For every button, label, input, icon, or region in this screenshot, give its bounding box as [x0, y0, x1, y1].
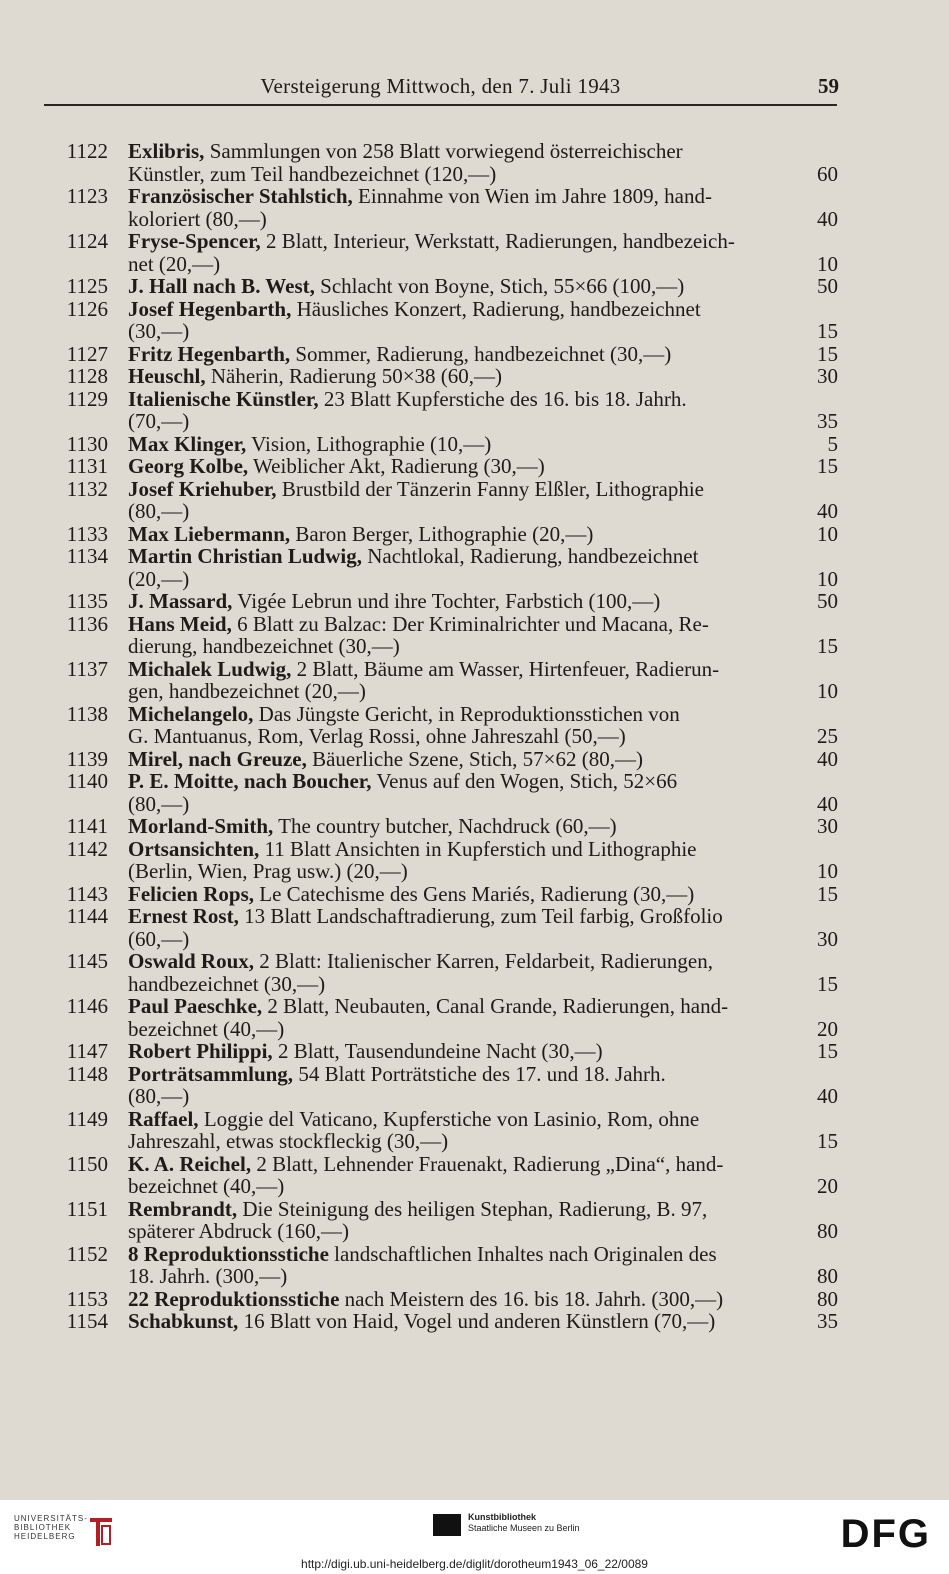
lot-number: 1142	[66, 836, 108, 861]
lot-line	[128, 185, 838, 208]
lot-entry	[30, 748, 838, 771]
lot-text: gen, handbezeichnet (20,—)	[128, 679, 366, 703]
lot-description	[128, 995, 838, 1040]
lot-artist-name: Mirel, nach Greuze,	[128, 746, 307, 771]
lot-text: Paul Paeschke, 2 Blatt, Neubauten, Canal Grande, Radierungen, hand-	[128, 994, 729, 1018]
lot-line	[128, 545, 838, 568]
lot-estimate: 10	[817, 521, 838, 546]
lot-description	[128, 388, 838, 433]
lot-number: 1131	[66, 454, 108, 478]
lot-artist-name: Porträtsammlung,	[128, 1061, 294, 1086]
lot-line	[128, 1063, 838, 1086]
kunstbibliothek-logo-icon[interactable]	[433, 1514, 461, 1536]
lot-estimate: 30	[817, 926, 838, 951]
lot-line	[128, 770, 838, 793]
lot-text: Josef Kriehuber, Brustbild der Tänzerin Fanny Elßler, Lithographie	[128, 476, 704, 501]
lot-estimate: 15	[817, 454, 838, 478]
lot-description	[128, 275, 838, 298]
lot-number: 1122	[66, 139, 108, 163]
lot-text: handbezeichnet (30,—)	[128, 971, 326, 996]
lot-line	[128, 478, 838, 501]
lot-artist-name: Fritz Hegenbarth,	[128, 341, 291, 366]
lot-number: 1153	[66, 1286, 108, 1311]
university-emblem-icon	[88, 1514, 114, 1548]
lot-description	[128, 545, 838, 590]
lot-artist-name: K. A. Reichel,	[128, 1151, 252, 1176]
lot-entry	[30, 995, 838, 1040]
lot-estimate: 35	[817, 1309, 838, 1333]
lot-estimate: 10	[817, 859, 838, 883]
lot-estimate: 40	[817, 1084, 838, 1108]
lot-line	[128, 410, 838, 433]
lot-text: dierung, handbezeichnet (30,—)	[128, 634, 400, 658]
footer-bar	[0, 1500, 949, 1574]
lot-artist-name: Raffael,	[128, 1106, 199, 1131]
lot-text: 22 Reproduktionsstiche nach Meistern des 16. bis 18. Jahrh. (300,—)	[128, 1286, 724, 1311]
lot-line	[128, 838, 838, 861]
header-title: Versteigerung Mittwoch, den 7. Juli 1943	[260, 74, 621, 98]
lot-description	[128, 523, 838, 546]
lot-number: 1144	[66, 904, 108, 928]
lot-entry	[30, 298, 838, 343]
lot-estimate: 50	[817, 274, 838, 298]
lot-number: 1139	[66, 746, 108, 771]
lot-description	[128, 1108, 838, 1153]
lot-description	[128, 185, 838, 230]
lot-entry	[30, 230, 838, 275]
lot-text: Französischer Stahlstich, Einnahme von Wien im Jahre 1809, hand-	[128, 184, 712, 208]
lot-number: 1128	[66, 364, 108, 388]
lot-entry	[30, 365, 838, 388]
lot-text: Exlibris, Sammlungen von 258 Blatt vorwiegend österreichischer	[128, 139, 683, 163]
dfg-logo[interactable]: DFG	[840, 1512, 931, 1556]
lot-line	[128, 568, 838, 591]
lot-line	[128, 1198, 838, 1221]
lot-entry	[30, 590, 838, 613]
lot-line	[128, 163, 838, 186]
lot-text: Max Klinger, Vision, Lithographie (10,—)	[128, 431, 492, 456]
lot-text: (80,—)	[128, 499, 190, 523]
lot-entry	[30, 613, 838, 658]
lot-number: 1138	[66, 701, 108, 726]
lot-line	[128, 1085, 838, 1108]
lot-description	[128, 1243, 838, 1288]
lot-line	[128, 635, 838, 658]
lot-text: bezeichnet (40,—)	[128, 1174, 285, 1198]
lot-number: 1135	[66, 589, 108, 613]
lot-artist-name: Ernest Rost,	[128, 904, 239, 928]
lot-line	[128, 1108, 838, 1131]
lot-line	[128, 793, 838, 816]
lot-entry	[30, 455, 838, 478]
lot-description	[128, 815, 838, 838]
lot-description	[128, 950, 838, 995]
lot-line	[128, 1220, 838, 1243]
lot-entry	[30, 1288, 838, 1311]
lot-estimate: 80	[817, 1264, 838, 1288]
lot-estimate: 5	[827, 431, 838, 456]
lot-estimate: 20	[817, 1016, 838, 1041]
lot-artist-name: Paul Paeschke,	[128, 994, 263, 1018]
lot-line	[128, 1153, 838, 1176]
lot-estimate: 15	[817, 319, 838, 343]
lot-artist-name: Exlibris,	[128, 139, 205, 163]
lot-line	[128, 140, 838, 163]
lot-description	[128, 838, 838, 883]
lot-artist-name: Rembrandt,	[128, 1196, 238, 1221]
lot-text: Schabkunst, 16 Blatt von Haid, Vogel und anderen Künstlern (70,—)	[128, 1309, 716, 1333]
lot-text: (60,—)	[128, 926, 190, 951]
lot-line	[128, 320, 838, 343]
lot-line	[128, 905, 838, 928]
lot-line	[128, 433, 838, 456]
lot-description	[128, 140, 838, 185]
lot-entry	[30, 1310, 838, 1333]
lot-text: Hans Meid, 6 Blatt zu Balzac: Der Kriminalrichter und Macana, Re-	[128, 611, 709, 636]
lot-artist-name: Morland-Smith,	[128, 814, 274, 838]
lot-text: Heuschl, Näherin, Radierung 50×38 (60,—)	[128, 364, 503, 388]
lot-line	[128, 1175, 838, 1198]
lot-line	[128, 950, 838, 973]
lot-text: Michelangelo, Das Jüngste Gericht, in Reproduktionsstichen von	[128, 701, 680, 726]
lot-line	[128, 365, 838, 388]
lot-artist-name: Hans Meid,	[128, 611, 232, 636]
lot-line	[128, 613, 838, 636]
lot-estimate: 80	[817, 1286, 838, 1311]
lot-artist-name: Max Liebermann,	[128, 521, 291, 546]
lot-number: 1129	[66, 386, 108, 411]
permalink-url[interactable]: http://digi.ub.uni-heidelberg.de/diglit/dorotheum1943_06_22/0089	[301, 1557, 648, 1571]
lot-description	[128, 703, 838, 748]
lot-line	[128, 500, 838, 523]
lot-text: späterer Abdruck (160,—)	[128, 1219, 350, 1243]
lot-artist-name: J. Massard,	[128, 589, 233, 613]
lot-text: Porträtsammlung, 54 Blatt Porträtstiche des 17. und 18. Jahrh.	[128, 1061, 666, 1086]
lot-text: (80,—)	[128, 1084, 190, 1108]
lot-entry	[30, 1198, 838, 1243]
lot-number: 1149	[66, 1106, 108, 1131]
lot-number: 1148	[66, 1061, 108, 1086]
lot-artist-name: Italienische Künstler,	[128, 386, 319, 411]
lot-artist-name: Oswald Roux,	[128, 949, 255, 973]
lot-text: (70,—)	[128, 409, 190, 433]
lot-entry	[30, 185, 838, 230]
lot-list	[30, 140, 838, 1333]
lot-number: 1145	[66, 949, 108, 973]
lot-text: J. Hall nach B. West, Schlacht von Boyne, Stich, 55×66 (100,—)	[128, 274, 685, 298]
lot-line	[128, 748, 838, 771]
lot-artist-name: Heuschl,	[128, 364, 206, 388]
lot-artist-name: Ortsansichten,	[128, 836, 260, 861]
lot-number: 1127	[66, 341, 108, 366]
lot-entry	[30, 658, 838, 703]
lot-number: 1147	[66, 1039, 108, 1063]
lot-text: Georg Kolbe, Weiblicher Akt, Radierung (30,—)	[128, 454, 545, 478]
lot-description	[128, 1310, 838, 1333]
lot-artist-name: Felicien Rops,	[128, 881, 254, 906]
lot-entry	[30, 883, 838, 906]
lot-text: Michalek Ludwig, 2 Blatt, Bäume am Wasser, Hirtenfeuer, Radierun-	[128, 656, 720, 681]
lot-line	[128, 1288, 838, 1311]
lot-estimate: 40	[817, 746, 838, 771]
lot-text: G. Mantuanus, Rom, Verlag Rossi, ohne Jahreszahl (50,—)	[128, 724, 626, 748]
lot-description	[128, 613, 838, 658]
lot-estimate: 30	[817, 364, 838, 388]
lot-line	[128, 703, 838, 726]
lot-number: 1130	[66, 431, 108, 456]
lot-number: 1123	[66, 184, 108, 208]
lot-line	[128, 1243, 838, 1266]
lot-entry	[30, 523, 838, 546]
lot-artist-name: 22 Reproduktionsstiche	[128, 1286, 340, 1311]
lot-number: 1125	[66, 274, 108, 298]
lot-entry	[30, 838, 838, 883]
lot-number: 1136	[66, 611, 108, 636]
lot-number: 1151	[66, 1196, 108, 1221]
lot-line	[128, 590, 838, 613]
lot-description	[128, 1153, 838, 1198]
lot-estimate: 15	[817, 341, 838, 366]
lot-estimate: 40	[817, 791, 838, 816]
lot-estimate: 15	[817, 1039, 838, 1063]
lot-text: Raffael, Loggie del Vaticano, Kupferstiche von Lasinio, Rom, ohne	[128, 1106, 700, 1131]
lot-text: 8 Reproduktionsstiche landschaftlichen Inhaltes nach Originalen des	[128, 1241, 717, 1266]
lot-artist-name: Max Klinger,	[128, 431, 247, 456]
lot-estimate: 10	[817, 679, 838, 703]
lot-description	[128, 905, 838, 950]
lot-number: 1152	[66, 1241, 108, 1266]
lot-artist-name: Martin Christian Ludwig,	[128, 544, 362, 568]
lot-text: Jahreszahl, etwas stockfleckig (30,—)	[128, 1129, 449, 1153]
lot-number: 1133	[66, 521, 108, 546]
lot-line	[128, 680, 838, 703]
lot-description	[128, 1198, 838, 1243]
lot-description	[128, 478, 838, 523]
lot-artist-name: Michelangelo,	[128, 701, 254, 726]
lot-number: 1137	[66, 656, 108, 681]
lot-description	[128, 590, 838, 613]
lot-estimate: 40	[817, 206, 838, 231]
lot-estimate: 50	[817, 589, 838, 613]
lot-number: 1141	[66, 814, 108, 838]
lot-description	[128, 433, 838, 456]
lot-line	[128, 343, 838, 366]
lot-entry	[30, 343, 838, 366]
lot-entry	[30, 703, 838, 748]
lot-number: 1146	[66, 994, 108, 1018]
lot-line	[128, 973, 838, 996]
lot-text: J. Massard, Vigée Lebrun und ihre Tochter, Farbstich (100,—)	[128, 589, 661, 613]
lot-text: 18. Jahrh. (300,—)	[128, 1264, 288, 1288]
lot-text: (30,—)	[128, 319, 190, 343]
lot-text: Ernest Rost, 13 Blatt Landschaftradierung, zum Teil farbig, Großfolio	[128, 904, 723, 928]
lot-number: 1154	[66, 1309, 108, 1333]
lot-estimate: 25	[817, 724, 838, 748]
lot-text: Martin Christian Ludwig, Nachtlokal, Radierung, handbezeichnet	[128, 544, 699, 568]
lot-description	[128, 1063, 838, 1108]
lot-text: Fryse-Spencer, 2 Blatt, Interieur, Werkstatt, Radierungen, handbezeich-	[128, 229, 735, 253]
lot-estimate: 10	[817, 251, 838, 276]
lot-text: (Berlin, Wien, Prag usw.) (20,—)	[128, 859, 408, 883]
lot-entry	[30, 275, 838, 298]
lot-entry	[30, 815, 838, 838]
lot-entry	[30, 433, 838, 456]
lot-line	[128, 253, 838, 276]
lot-text: Rembrandt, Die Steinigung des heiligen Stephan, Radierung, B. 97,	[128, 1196, 708, 1221]
lot-line	[128, 298, 838, 321]
lot-text: Robert Philippi, 2 Blatt, Tausendundeine Nacht (30,—)	[128, 1039, 603, 1063]
lot-number: 1126	[66, 296, 108, 321]
lot-line	[128, 995, 838, 1018]
lot-artist-name: Schabkunst,	[128, 1309, 239, 1333]
lot-entry	[30, 478, 838, 523]
lot-entry	[30, 545, 838, 590]
lot-artist-name: Französischer Stahlstich,	[128, 184, 353, 208]
lot-number: 1143	[66, 881, 108, 906]
lot-estimate: 15	[817, 1129, 838, 1153]
lot-entry	[30, 1153, 838, 1198]
lot-number: 1150	[66, 1151, 108, 1176]
lot-number: 1134	[66, 544, 108, 568]
lot-description	[128, 883, 838, 906]
lot-estimate: 30	[817, 814, 838, 838]
lot-entry	[30, 1040, 838, 1063]
lot-text: (20,—)	[128, 566, 190, 591]
lot-text: Josef Hegenbarth, Häusliches Konzert, Radierung, handbezeichnet	[128, 296, 701, 321]
lot-estimate: 35	[817, 409, 838, 433]
lot-artist-name: Michalek Ludwig,	[128, 656, 292, 681]
lot-artist-name: Robert Philippi,	[128, 1039, 273, 1063]
lot-entry	[30, 905, 838, 950]
lot-artist-name: P. E. Moitte, nach Boucher,	[128, 769, 372, 793]
lot-number: 1132	[66, 476, 108, 501]
lot-line	[128, 658, 838, 681]
lot-line	[128, 388, 838, 411]
lot-text: Ortsansichten, 11 Blatt Ansichten in Kupferstich und Lithographie	[128, 836, 697, 861]
lot-line	[128, 815, 838, 838]
lot-estimate: 10	[817, 566, 838, 591]
lot-description	[128, 1040, 838, 1063]
lot-text: K. A. Reichel, 2 Blatt, Lehnender Frauenakt, Radierung „Dina“, hand-	[128, 1151, 724, 1176]
lot-description	[128, 455, 838, 478]
lot-text: Felicien Rops, Le Catechisme des Gens Mariés, Radierung (30,—)	[128, 881, 695, 906]
lot-estimate: 20	[817, 1174, 838, 1198]
lot-text: koloriert (80,—)	[128, 206, 267, 231]
lot-line	[128, 455, 838, 478]
lot-artist-name: Georg Kolbe,	[128, 454, 249, 478]
lot-entry	[30, 1063, 838, 1108]
lot-entry	[30, 140, 838, 185]
lot-text: (80,—)	[128, 791, 190, 816]
lot-artist-name: Josef Kriehuber,	[128, 476, 277, 501]
lot-text: Fritz Hegenbarth, Sommer, Radierung, handbezeichnet (30,—)	[128, 341, 672, 366]
lot-text: bezeichnet (40,—)	[128, 1016, 285, 1041]
lot-estimate: 15	[817, 971, 838, 996]
lot-artist-name: Josef Hegenbarth,	[128, 296, 292, 321]
lot-description	[128, 343, 838, 366]
lot-line	[128, 860, 838, 883]
lot-description	[128, 298, 838, 343]
lot-estimate: 15	[817, 881, 838, 906]
lot-description	[128, 230, 838, 275]
running-header	[44, 74, 837, 106]
lot-text: Künstler, zum Teil handbezeichnet (120,—)	[128, 161, 497, 186]
lot-estimate: 40	[817, 499, 838, 523]
lot-line	[128, 230, 838, 253]
page-number: 59	[818, 74, 839, 98]
lot-description	[128, 748, 838, 771]
lot-text: Max Liebermann, Baron Berger, Lithographie (20,—)	[128, 521, 594, 546]
lot-entry	[30, 388, 838, 433]
lot-line	[128, 1040, 838, 1063]
lot-description	[128, 1288, 838, 1311]
lot-artist-name: Fryse-Spencer,	[128, 229, 261, 253]
university-library-logo[interactable]: UNIVERSITÄTS- BIBLIOTHEK HEIDELBERG	[14, 1514, 88, 1541]
lot-text: Oswald Roux, 2 Blatt: Italienischer Karren, Feldarbeit, Radierungen,	[128, 949, 713, 973]
lot-text: Italienische Künstler, 23 Blatt Kupferstiche des 16. bis 18. Jahrh.	[128, 386, 687, 411]
lot-entry	[30, 950, 838, 995]
lot-line	[128, 208, 838, 231]
lot-estimate: 15	[817, 634, 838, 658]
kunstbibliothek-label: Kunstbibliothek Staatliche Museen zu Berlin	[468, 1512, 580, 1533]
lot-line	[128, 883, 838, 906]
lot-artist-name: J. Hall nach B. West,	[128, 274, 315, 298]
lot-artist-name: 8 Reproduktionsstiche	[128, 1241, 329, 1266]
lot-entry	[30, 1243, 838, 1288]
lot-number: 1140	[66, 769, 108, 793]
lot-line	[128, 523, 838, 546]
lot-text: Morland-Smith, The country butcher, Nachdruck (60,—)	[128, 814, 617, 838]
lot-line	[128, 1265, 838, 1288]
lot-line	[128, 275, 838, 298]
lot-line	[128, 1018, 838, 1041]
lot-estimate: 60	[817, 161, 838, 186]
lot-description	[128, 365, 838, 388]
lot-text: P. E. Moitte, nach Boucher, Venus auf den Wogen, Stich, 52×66	[128, 769, 678, 793]
lot-description	[128, 770, 838, 815]
lot-line	[128, 1130, 838, 1153]
lot-line	[128, 928, 838, 951]
lot-description	[128, 658, 838, 703]
lot-text: Mirel, nach Greuze, Bäuerliche Szene, Stich, 57×62 (80,—)	[128, 746, 643, 771]
lot-number: 1124	[66, 229, 108, 253]
lot-line	[128, 725, 838, 748]
lot-entry	[30, 770, 838, 815]
lot-line	[128, 1310, 838, 1333]
lot-entry	[30, 1108, 838, 1153]
lot-text: net (20,—)	[128, 251, 221, 276]
lot-estimate: 80	[817, 1219, 838, 1243]
